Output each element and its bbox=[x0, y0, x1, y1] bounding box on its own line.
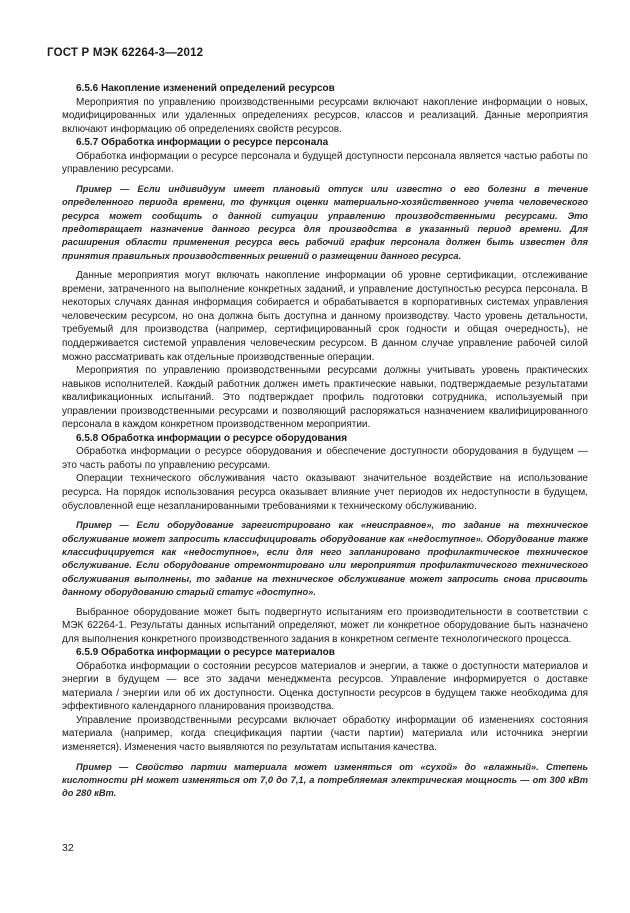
paragraph: Управление производственными ресурсами включает обработку информации об изменениях состояния материала (например, когда спецификация партии (части партии) материала или источника энергии изменяется). Изменения часто выявляются по результатам испытания качества. bbox=[62, 714, 588, 754]
example-note: Пример — Свойство партии материала может изменяться от «сухой» до «влажный». Степень кислотности pH может изменяться от 7,0 до 7,1, а потребляемая электрическая мощность — от 300 кВт до 280 кВт. bbox=[62, 761, 588, 799]
document-body bbox=[62, 82, 588, 807]
page-number: 32 bbox=[62, 842, 74, 854]
example-note: Пример — Если индивидуум имеет плановый отпуск или известно о его болезни в течение определенного периода времени, то функция оценки материально-хозяйственного учета человеческого ресурса может сообщить о данной ситуации управлению производственными ресурсами. Это предотвращает назначение данного ресурса для производства в указанный период времени. Для расширения области применения ресурса весь рабочий график персонала должен быть известен для принятия правильных производственных решений о размещении данного ресурса. bbox=[62, 183, 588, 261]
paragraph: Данные мероприятия могут включать накопление информации об уровне сертификации, отслеживание времени, затраченного на выполнение конкретных заданий, и управление доступностью ресурса персонала. В некоторых случаях данная информация собирается и обрабатывается в корпоративных системах управления человеческим ресурсом, но она должна быть доступна и данному производству. Часто уровень детальности, требуемый для производства (например, сертифицированный срок годности и общая очередность), не поддерживается системой управления человеческим ресурсом. В данном случае управление рабочей силой можно рассматривать как отдельные производственные операции. bbox=[62, 270, 588, 363]
paragraph: Обработка информации о состоянии ресурсов материалов и энергии, а также о доступности материалов и энергии в будущем — все это задачи менеджмента ресурсов. Управление информируется о доставке материала / энергии или об их доступности. Оценка доступности ресурсов в будущем также необходима для эффективного календарного планирования производства. bbox=[62, 660, 588, 713]
paragraph: Операции технического обслуживания часто оказывают значительное воздействие на использование ресурса. На порядок использования ресурса оказывает влияние учет периодов их недоступности в будущем, обусловленной еще незапланированными требованиями к техническому обслуживанию. bbox=[62, 473, 588, 512]
document-header: ГОСТ Р МЭК 62264-3—2012 bbox=[47, 47, 204, 59]
section-heading: 6.5.6 Накопление изменений определений ресурсов bbox=[76, 83, 335, 94]
example-note: Пример — Если оборудование зарегистрировано как «неисправное», то задание на техническое обслуживание может запросить классифицировать оборудование как «недоступное». Оборудование также классифицируется как «недоступное», если для него запланировано профилактическое техническое обслуживание. Если оборудование отремонтировано или мероприятия профилактического технического обслуживания выполнены, то задание на техническое обслуживание может запросить снова присвоить данному оборудованию старый статус «доступно». bbox=[62, 520, 588, 598]
paragraph: Мероприятия по управлению производственными ресурсами включают накопление информации о новых, модифицированных или удаленных определениях ресурсов, классов и реализаций. Данные мероприятия включают информацию об определениях свойств ресурсов. bbox=[62, 96, 588, 135]
section-heading: 6.5.8 Обработка информации о ресурсе оборудования bbox=[76, 432, 348, 444]
paragraph: Мероприятия по управлению производственными ресурсами должны учитывать уровень практических навыков исполнителей. Каждый работник должен иметь практические навыки, подтверждаемые результатами квалификационных испытаний. Это подтверждает профиль подготовки сотрудника, используемый при управлении производственными ресурсами и позволяющий распоряжаться назначением квалифицированного персонала в каждом конкретном производственном мероприятии. bbox=[62, 365, 588, 431]
paragraph: Обработка информации о ресурсе оборудования и обеспечение доступности оборудования в будущем — это часть работы по управлению ресурсами. bbox=[62, 446, 588, 471]
section-heading: 6.5.9 Обработка информации о ресурсе материалов bbox=[76, 647, 335, 659]
paragraph: Обработка информации о ресурсе персонала и будущей доступности персонала является частью работы по управлению ресурсами. bbox=[62, 150, 588, 176]
section-heading: 6.5.7 Обработка информации о ресурсе персонала bbox=[76, 137, 329, 149]
paragraph: Выбранное оборудование может быть подвергнуто испытаниям его производительности в соответствии с МЭК 62264-1. Результаты данных испытаний определяют, может ли конкретное оборудование быть назначено для выполнения конкретного производственного задания в конкретном сегменте технологического процесса. bbox=[62, 606, 588, 645]
